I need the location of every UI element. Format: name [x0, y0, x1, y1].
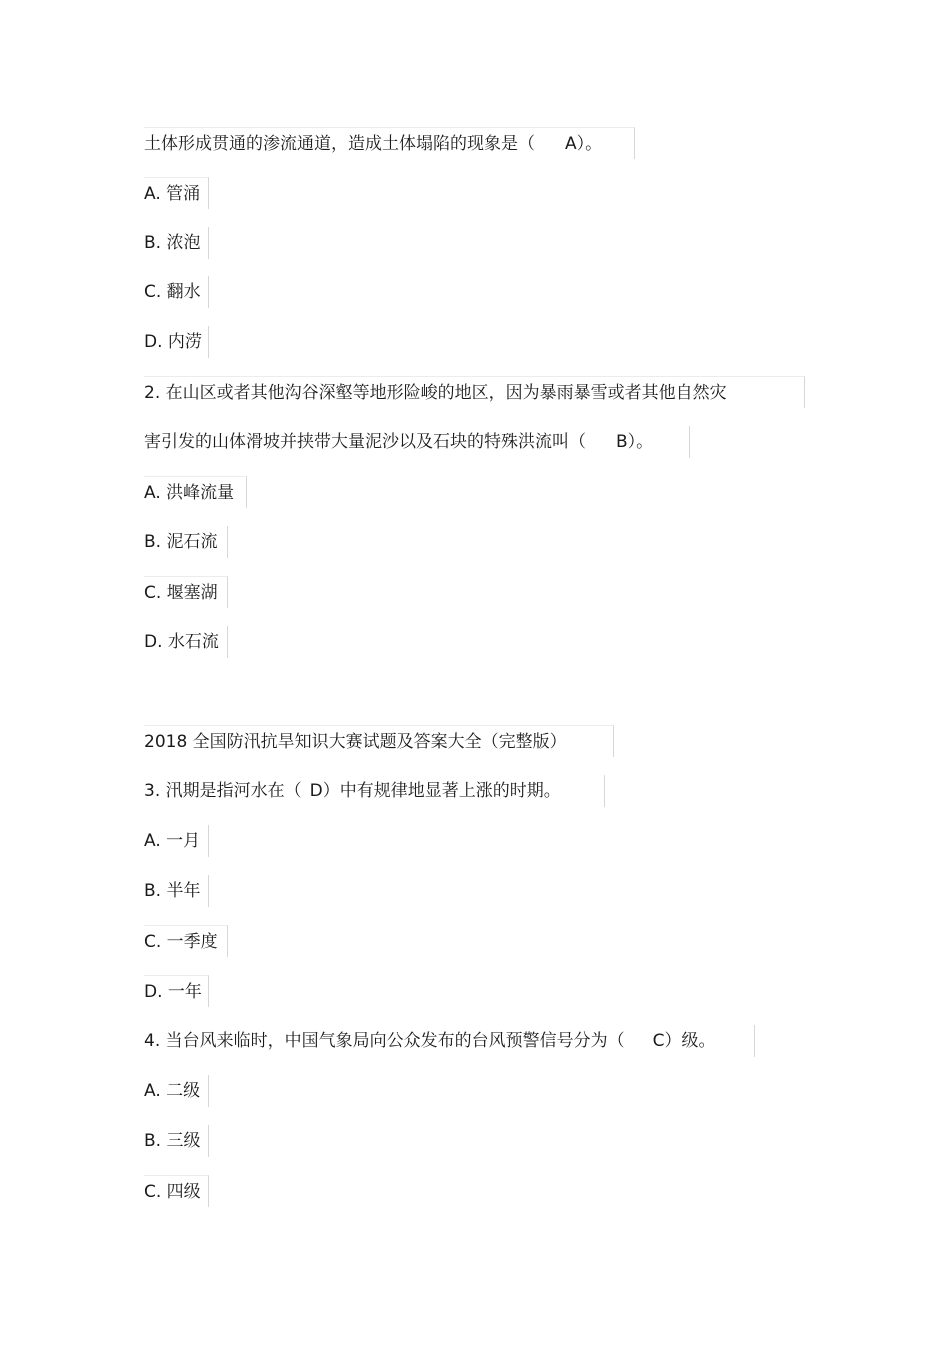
q4-stem-line — [144, 1025, 755, 1057]
q3-stem-start: 3. 汛期是指河水在（ — [144, 781, 302, 801]
page-heading: 2018 全国防汛抗旱知识大赛试题及答案大全（完整版） — [144, 725, 614, 757]
q1-answer: A — [565, 134, 577, 154]
q1-option-a: A. 管涌 — [144, 177, 209, 209]
q2-stem-line-2 — [144, 426, 690, 458]
q4-stem-end: ）级。 — [664, 1031, 716, 1051]
q2-stem-text: 害引发的山体滑坡并挟带大量泥沙以及石块的特殊洪流叫（ — [144, 432, 586, 452]
q1-stem-end: ）。 — [576, 134, 603, 154]
q3-option-b: B. 半年 — [144, 875, 209, 907]
q3-answer: D — [309, 781, 323, 801]
q3-option-a: A. 一月 — [144, 825, 209, 857]
q2-option-c: C. 堰塞湖 — [144, 576, 228, 608]
q2-option-a: A. 洪峰流量 — [144, 476, 247, 508]
q1-stem-line — [144, 127, 635, 159]
q2-option-d: D. 水石流 — [144, 626, 228, 658]
q3-stem-line — [144, 775, 605, 807]
q1-stem-text: 土体形成贯通的渗流通道，造成土体塌陷的现象是（ — [144, 134, 535, 154]
q1-option-c: C. 翻水 — [144, 276, 209, 308]
q2-answer: B — [616, 432, 628, 452]
q3-option-c: C. 一季度 — [144, 925, 228, 957]
q1-option-d: D. 内涝 — [144, 326, 209, 358]
q2-option-b: B. 泥石流 — [144, 526, 228, 558]
q2-stem-line-1: 2. 在山区或者其他沟谷深壑等地形险峻的地区，因为暴雨暴雪或者其他自然灾 — [144, 376, 805, 408]
q4-option-c: C. 四级 — [144, 1175, 209, 1207]
q1-option-b: B. 浓泡 — [144, 227, 209, 259]
q3-option-d: D. 一年 — [144, 975, 209, 1007]
q4-option-b: B. 三级 — [144, 1125, 209, 1157]
q4-option-a: A. 二级 — [144, 1075, 209, 1107]
q3-stem-end: ）中有规律地显著上涨的时期。 — [322, 781, 561, 801]
q2-stem-end: ）。 — [627, 432, 654, 452]
q4-stem-start: 4. 当台风来临时，中国气象局向公众发布的台风预警信号分为（ — [144, 1031, 625, 1051]
q4-answer: C — [652, 1031, 665, 1051]
